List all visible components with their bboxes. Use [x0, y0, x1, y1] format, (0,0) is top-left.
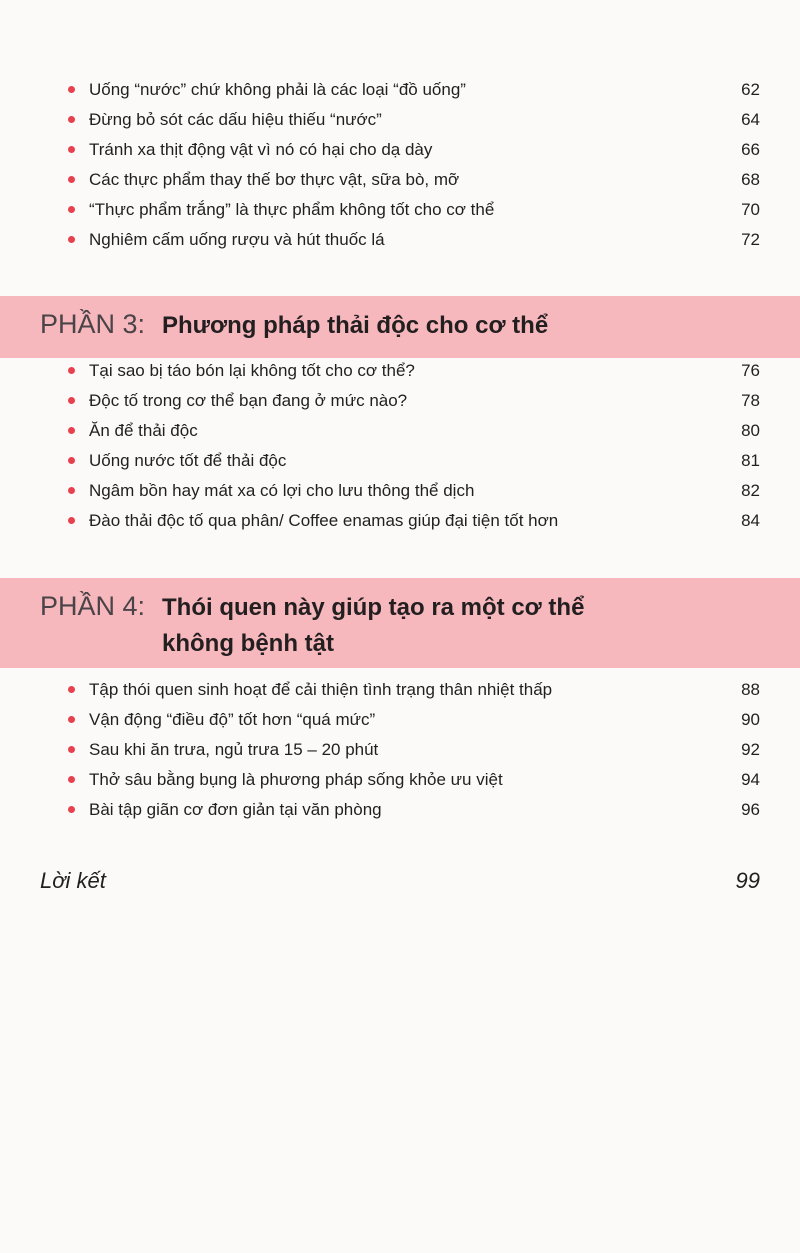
list-item [0, 386, 800, 416]
part3-title: Phương pháp thải độc cho cơ thể [162, 312, 549, 339]
toc-entry-text: Độc tố trong cơ thể bạn đang ở mức nào? [89, 391, 408, 410]
toc-page-number: 84 [741, 511, 760, 530]
bullet-icon [68, 716, 75, 723]
toc-page-number: 80 [741, 421, 760, 440]
list-item [0, 765, 800, 795]
bullet-icon [68, 487, 75, 494]
bullet-icon [68, 206, 75, 213]
toc-page-number: 96 [741, 800, 760, 819]
list-item [0, 165, 800, 195]
bullet-icon [68, 397, 75, 404]
bullet-icon [68, 116, 75, 123]
list-item [0, 225, 800, 255]
toc-page-number: 62 [741, 80, 760, 99]
list-item [0, 705, 800, 735]
toc-entry-text: Uống “nước” chứ không phải là các loại “đồ uống” [89, 80, 466, 99]
toc-page-number: 90 [741, 710, 760, 729]
toc-page-number: 72 [741, 230, 760, 249]
toc-entry-text: Ngâm bồn hay mát xa có lợi cho lưu thông thể dịch [89, 481, 475, 500]
toc-entry-text: Nghiêm cấm uống rượu và hút thuốc lá [89, 230, 385, 249]
toc-page-number: 88 [741, 680, 760, 699]
epilogue-page-number: 99 [735, 868, 760, 893]
toc-page-number: 70 [741, 200, 760, 219]
part4-heading-band [0, 578, 800, 668]
toc-entry-text: Đào thải độc tố qua phân/ Coffee enamas giúp đại tiện tốt hơn [89, 511, 559, 530]
toc-page-number: 82 [741, 481, 760, 500]
bullet-icon [68, 236, 75, 243]
bullet-icon [68, 806, 75, 813]
list-item [0, 506, 800, 536]
bullet-icon [68, 427, 75, 434]
list-item [0, 476, 800, 506]
part3-label: PHẦN 3: [40, 309, 146, 339]
toc-part3-list [0, 356, 800, 536]
bullet-icon [68, 146, 75, 153]
toc-entry-text: Bài tập giãn cơ đơn giản tại văn phòng [89, 800, 382, 819]
part3-heading-band [0, 296, 800, 358]
bullet-icon [68, 686, 75, 693]
epilogue-entry [40, 864, 760, 898]
bullet-icon [68, 176, 75, 183]
bullet-icon [68, 517, 75, 524]
toc-entry-text: Tránh xa thịt động vật vì nó có hại cho dạ dày [89, 140, 433, 159]
toc-entry-text: Thở sâu bằng bụng là phương pháp sống khỏe ưu việt [89, 770, 503, 789]
toc-entry-text: Tập thói quen sinh hoạt để cải thiện tình trạng thân nhiệt thấp [89, 680, 553, 699]
toc-page-number: 64 [741, 110, 760, 129]
toc-entry-text: Đừng bỏ sót các dấu hiệu thiếu “nước” [89, 110, 382, 129]
toc-page-number: 94 [741, 770, 760, 789]
part4-label: PHẦN 4: [40, 591, 146, 621]
part4-title-line2: không bệnh tật [162, 630, 334, 657]
epilogue-label: Lời kết [40, 868, 106, 893]
toc-page-number: 76 [741, 361, 760, 380]
toc-entry-text: Ăn để thải độc [89, 421, 198, 440]
list-item [0, 675, 800, 705]
toc-page-number: 78 [741, 391, 760, 410]
toc-section2-list [0, 75, 800, 255]
toc-page-number: 68 [741, 170, 760, 189]
list-item [0, 75, 800, 105]
list-item [0, 735, 800, 765]
list-item [0, 105, 800, 135]
list-item [0, 195, 800, 225]
toc-part4-list [0, 675, 800, 825]
bullet-icon [68, 86, 75, 93]
part4-title-line1: Thói quen này giúp tạo ra một cơ thể [162, 594, 585, 621]
toc-entry-text: Tại sao bị táo bón lại không tốt cho cơ thể? [89, 361, 415, 380]
toc-entry-text: Các thực phẩm thay thế bơ thực vật, sữa bò, mỡ [89, 170, 460, 189]
toc-page-number: 92 [741, 740, 760, 759]
bullet-icon [68, 457, 75, 464]
toc-entry-text: Uống nước tốt để thải độc [89, 451, 287, 470]
list-item [0, 795, 800, 825]
list-item [0, 356, 800, 386]
toc-entry-text: “Thực phẩm trắng” là thực phẩm không tốt cho cơ thể [89, 200, 495, 219]
toc-page-number: 66 [741, 140, 760, 159]
toc-entry-text: Vận động “điều độ” tốt hơn “quá mức” [89, 710, 376, 729]
toc-page-number: 81 [741, 451, 760, 470]
toc-entry-text: Sau khi ăn trưa, ngủ trưa 15 – 20 phút [89, 740, 379, 759]
list-item [0, 446, 800, 476]
bullet-icon [68, 367, 75, 374]
bullet-icon [68, 746, 75, 753]
list-item [0, 135, 800, 165]
bullet-icon [68, 776, 75, 783]
list-item [0, 416, 800, 446]
